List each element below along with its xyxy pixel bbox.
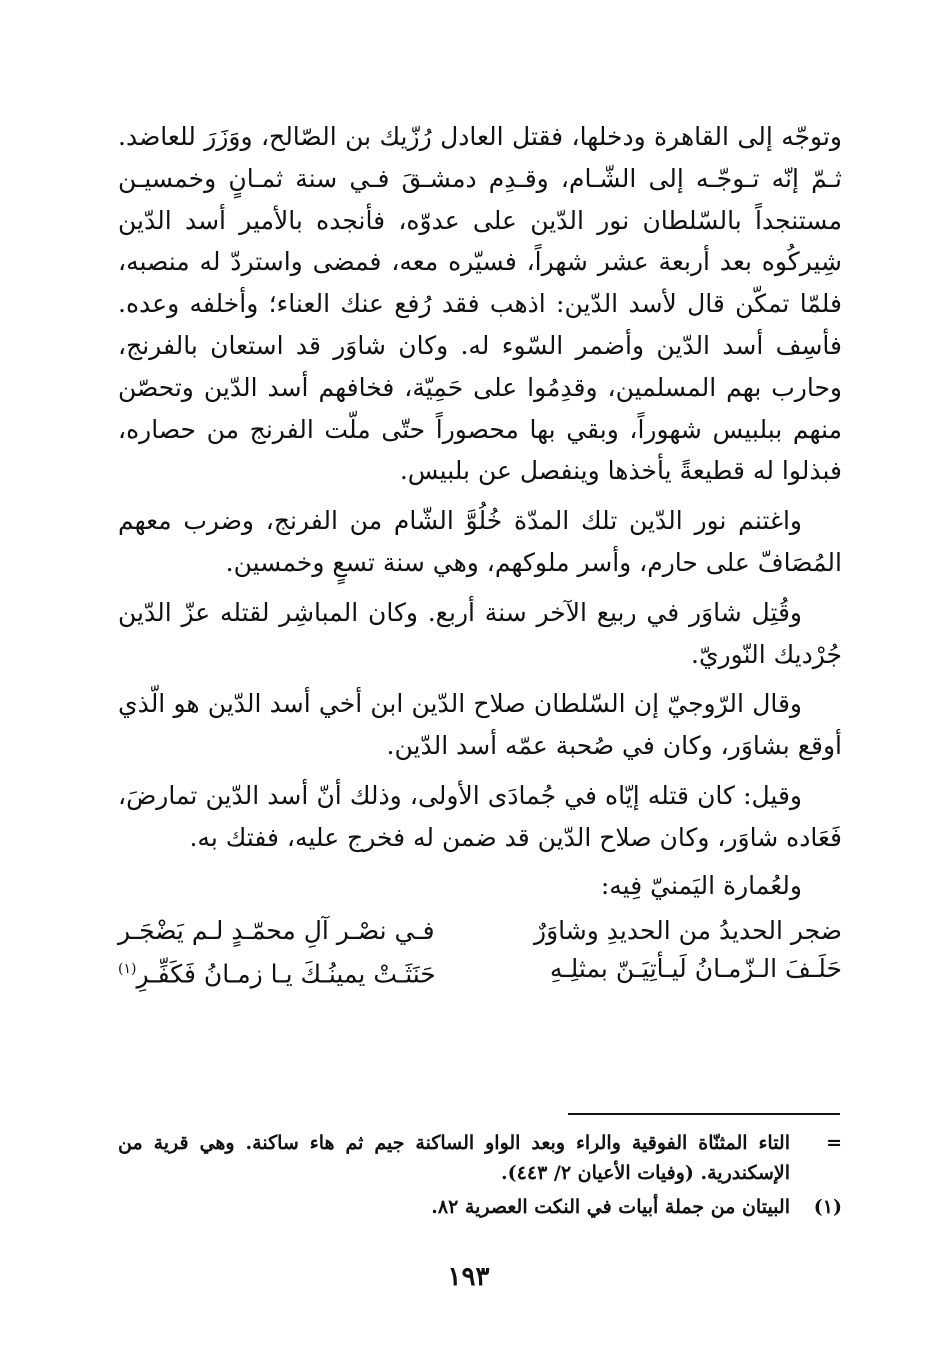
poem-verse: [118, 912, 842, 950]
footnote-text: التاء المثنّاة الفوقية والراء وبعد الواو الساكنة جيم ثم هاء ساكنة. وهي قرية من الإسكندرية. (وفيات الأعيان ٢/ ٤٤٣).: [118, 1132, 790, 1184]
footnotes: [118, 1128, 842, 1226]
verse-first-hemistich: حَلَـفَ الـزّمـانُ لَيـأتِيَـنّ بمثلِـهِ: [549, 954, 842, 984]
paragraph: وقيل: كان قتله إيّاه في جُمادَى الأولى، وذلك أنّ أسد الدّين تمارضَ، فَعَاده شاوَر، وكان صلاح الدّين قد ضمن له فخرج عليه، ففتك به.: [118, 780, 842, 852]
verse-second-hemistich-text: حَنَثَـتْ يمينُـكَ يـا زمـانُ فَكَفِّـرِ: [136, 959, 436, 989]
footnote-label: (١): [813, 1196, 842, 1218]
footnote: [118, 1192, 842, 1222]
paragraph: واغتنم نور الدّين تلك المدّة خُلُوَّ الشّام من الفرنج، وضرب معهم المُصَافّ على حارم، وأسر ملوكهم، وهي سنة تسعٍ وخمسين.: [118, 506, 842, 577]
verse-first-hemistich: ضجر الحديدُ من الحديدِ وشاوَرٌ: [534, 916, 842, 946]
footnote: [118, 1128, 842, 1188]
verse-second-hemistich: فـي نصْـر آلِ محمّـدٍ لـم يَضْجَـر: [118, 916, 435, 946]
footnote-separator: [568, 1113, 840, 1115]
footnote-marker: (١): [118, 961, 137, 978]
paragraph: وقُتِل شاوَر في ربيع الآخر سنة أربع. وكان المباشِر لقتله عزّ الدّين جُرْديك النّوريّ.: [118, 597, 842, 669]
footnote-label: =: [826, 1132, 842, 1154]
poem-intro: ولعُمارة اليَمنيّ فِيه:: [600, 870, 802, 900]
paragraph: وتوجّه إلى القاهرة ودخلها، فقتل العادل رُزّيك بن الصّالح، ووَزَرَ للعاضد. ثـمّ إنّه تـوجّـه إلى الشّـام، وقـدِم دمشـقَ فـي سنة ثمـانٍ وخمسيـن مستنجداً بالسّلطان نور الدّين على عدوّه، فأنجده بالأمير أسد الدّين شِيركُوه بعد أربعة عشر شهراً، فسيّره معه، فمضى واستردّ له منصبه، فلمّا تمكّن قال لأسد الدّين: اذهب فقد رُفع عنك العناء؛ وأخلفه وعده. فأسِف أسد الدّين وأضمر السّوء له. وكان شاوَر قد استعان بالفرنج، وحارب بهم المسلمين، وقدِمُوا على حَمِيّة، فخافهم أسد الدّين وتحصّن منهم ببلبيس شهوراً، وبقي بها محصوراً حتّى ملّت الفرنج من حصاره، فبذلوا له قطيعةً يأخذها وينفصل عن بلبيس.: [118, 122, 842, 486]
poem: [118, 912, 842, 993]
paragraph: وقال الرّوجيّ إن السّلطان صلاح الدّين ابن أخي أسد الدّين هو الّذي أوقع بشاوَر، وكان في صُحبة عمّه أسد الدّين.: [118, 689, 842, 761]
page-number: ١٩٣: [447, 1262, 490, 1292]
verse-second-hemistich: [118, 950, 436, 993]
main-text: [118, 116, 842, 994]
footnote-text: البيتان من جملة أبيات في النكت العصرية ٨٢.: [431, 1196, 790, 1218]
poem-verse: [118, 950, 842, 993]
